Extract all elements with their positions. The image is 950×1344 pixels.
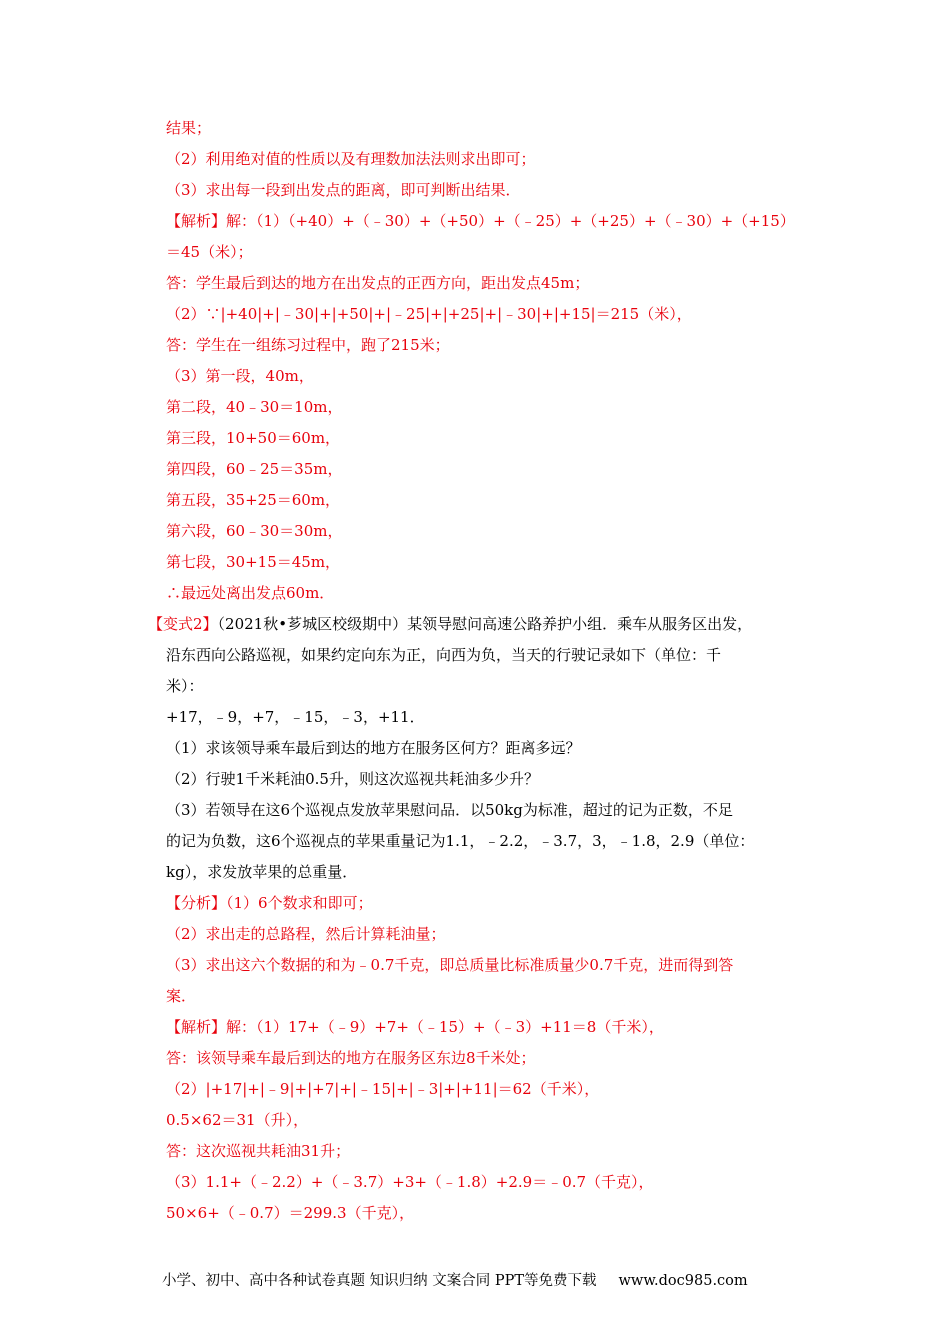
text-line: （2）利用绝对值的性质以及有理数加法法则求出即可； — [166, 150, 536, 168]
text-line: 结果； — [166, 119, 212, 137]
text-line: （2）行驶1千米耗油0.5升，则这次巡视共耗油多少升？ — [166, 770, 539, 788]
text-line: （2）∵|+40|+|﹣30|+|+50|+|﹣25|+|+25|+|﹣30|+|+15|＝215（米）， — [166, 305, 692, 323]
text-line: 第五段，35+25＝60m， — [166, 491, 341, 509]
text-line: 0.5×62＝31（升）， — [166, 1111, 309, 1129]
text-line: ∴最远处离出发点60m． — [166, 584, 335, 602]
footer-site: www.doc985.com — [618, 1273, 748, 1289]
text-line: 【解析】解：（1）17+（﹣9）+7+（﹣15）+（﹣3）+11＝8（千米）， — [166, 1018, 664, 1036]
text-line: 答：学生最后到达的地方在出发点的正西方向，距出发点45m； — [166, 274, 590, 292]
text-line: （2）求出走的总路程，然后计算耗油量； — [166, 925, 446, 943]
text-line: 第六段，60﹣30＝30m， — [166, 522, 343, 540]
text-line: （1）求该领导乘车最后到达的地方在服务区何方？距离多远？ — [166, 739, 581, 757]
variant-text: （2021秋•芗城区校级期中）某领导慰问高速公路养护小组．乘车从服务区出发， — [217, 615, 753, 633]
text-line: （3）1.1+（﹣2.2）+（﹣3.7）+3+（﹣1.8）+2.9＝﹣0.7（千克）， — [166, 1173, 654, 1191]
text-line: 沿东西向公路巡视，如果约定向东为正，向西为负，当天的行驶记录如下（单位：千 — [166, 646, 722, 664]
text-line: 第二段，40﹣30＝10m， — [166, 398, 343, 416]
variant-label: 【变式2】 — [148, 615, 218, 633]
text-line: ＝45（米）； — [166, 243, 253, 261]
text-line: 案． — [166, 987, 197, 1005]
text-line: （3）求出这六个数据的和为﹣0.7千克，即总质量比标准质量少0.7千克，进而得到答 — [166, 956, 734, 974]
text-line: 答：学生在一组练习过程中，跑了215米； — [166, 336, 450, 354]
text-line: 答：这次巡视共耗油31升； — [166, 1142, 351, 1160]
text-line: 【分析】（1）6个数求和即可； — [166, 894, 373, 912]
text-line: 第四段，60﹣25＝35m， — [166, 460, 343, 478]
text-line: 第三段，10+50＝60m， — [166, 429, 341, 447]
text-line: （3）求出每一段到出发点的距离，即可判断出结果． — [166, 181, 521, 199]
text-line — [148, 614, 752, 634]
text-line: 答：该领导乘车最后到达的地方在服务区东边8千米处； — [166, 1049, 536, 1067]
text-line: 第七段，30+15＝45m， — [166, 553, 341, 571]
page-footer — [162, 1269, 748, 1290]
text-line: 50×6+（﹣0.7）＝299.3（千克）， — [166, 1204, 415, 1222]
text-line: （3）若领导在这6个巡视点发放苹果慰问品．以50kg为标准，超过的记为正数，不足 — [166, 801, 733, 819]
text-line: 【解析】解：（1）（+40）+（﹣30）+（+50）+（﹣25）+（+25）+（﹣30）+（+15） — [166, 212, 795, 230]
footer-text: 小学、初中、高中各种试卷真题 知识归纳 文案合同 PPT等免费下载 — [162, 1273, 597, 1289]
text-line: 的记为负数，这6个巡视点的苹果重量记为1.1，﹣2.2，﹣3.7，3，﹣1.8，2.9（单位： — [166, 832, 755, 850]
text-line: kg），求发放苹果的总重量． — [166, 863, 358, 881]
text-line: （2）|+17|+|﹣9|+|+7|+|﹣15|+|﹣3|+|+11|＝62（千米）， — [166, 1080, 600, 1098]
text-line: （3）第一段，40m， — [166, 367, 314, 385]
text-line: +17，﹣9，+7，﹣15，﹣3，+11． — [166, 708, 425, 726]
text-line: 米）： — [166, 677, 204, 695]
